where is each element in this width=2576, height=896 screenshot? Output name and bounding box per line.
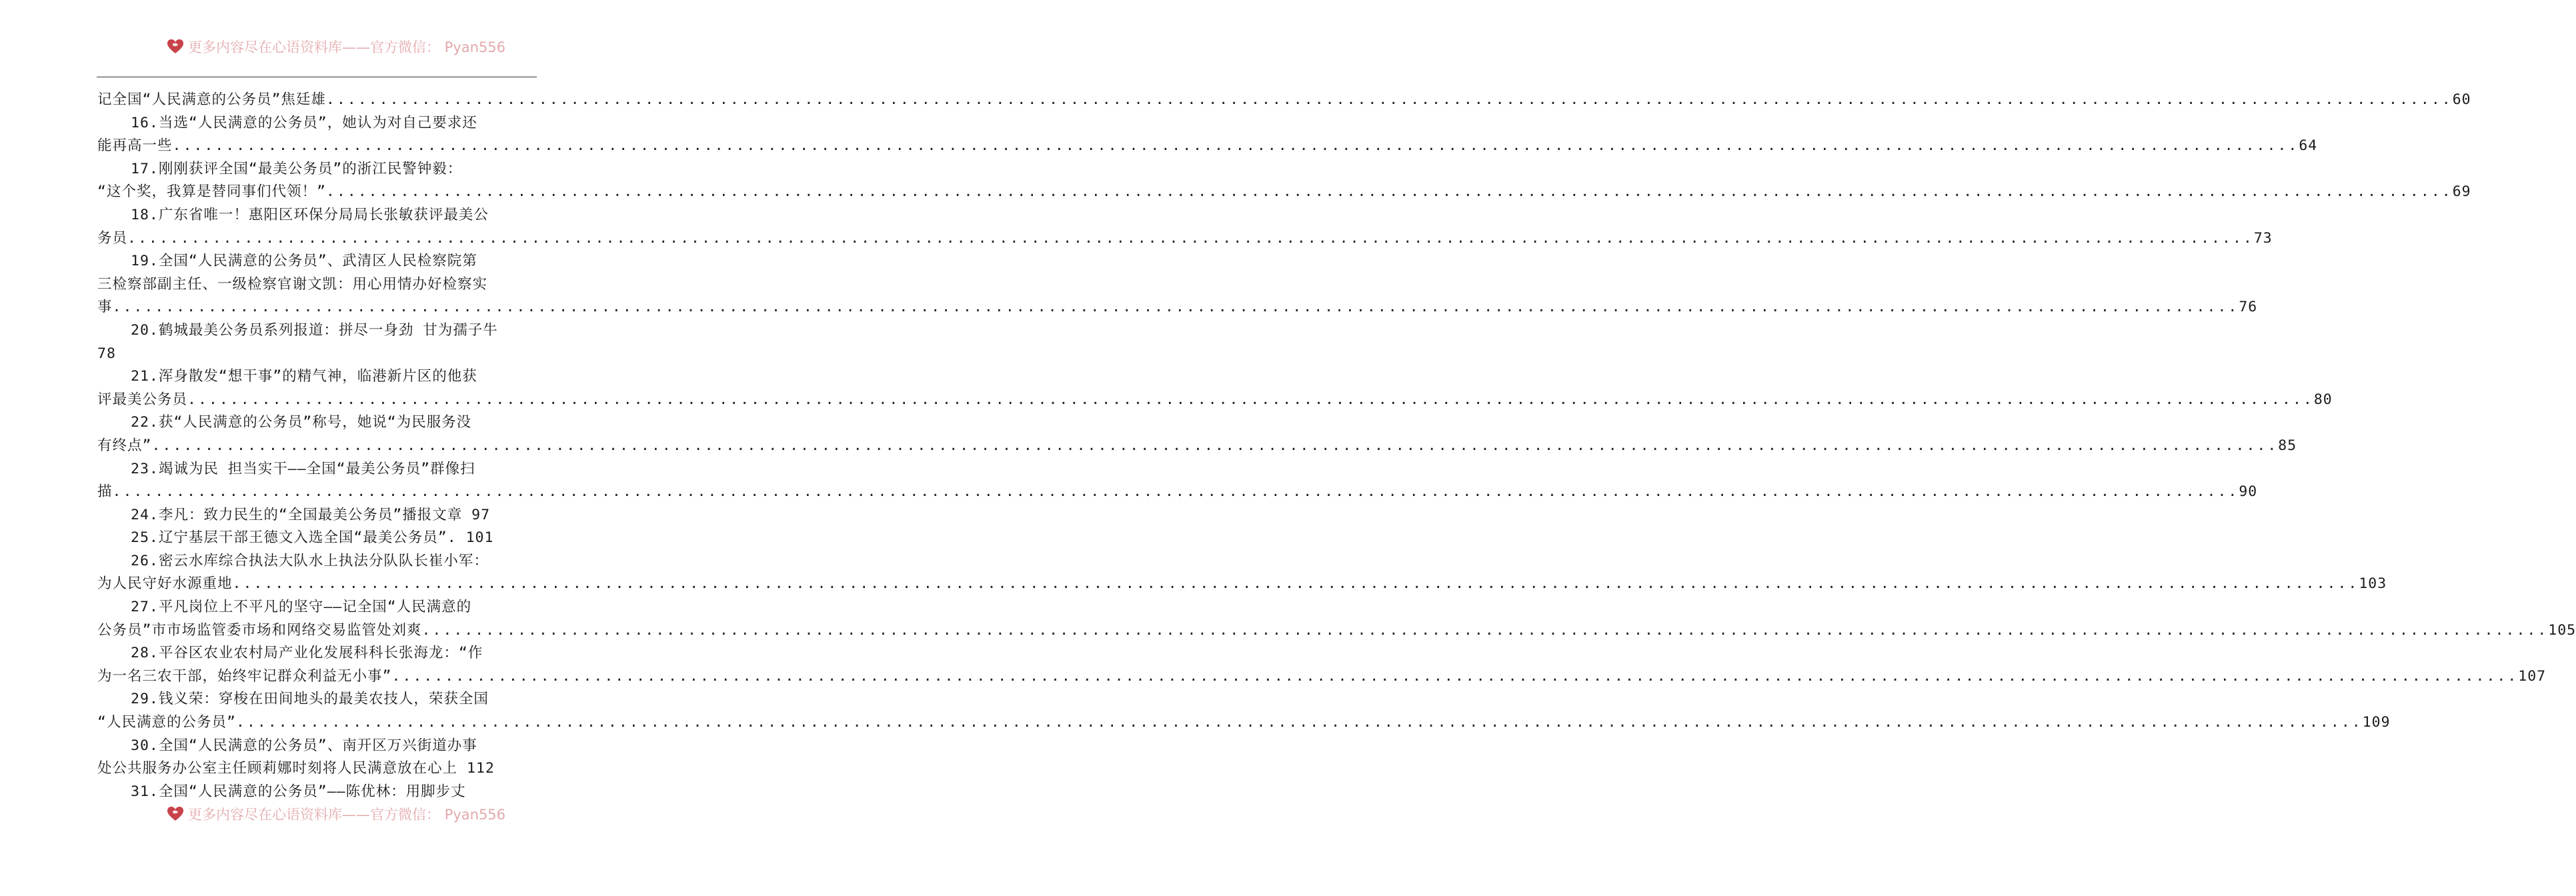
toc-entry-text: 公务员”市市场监管委市场和网络交易监管处刘爽 <box>97 621 422 639</box>
toc-leader-dots: ........................................................................................................................................................................................................ <box>187 391 2314 408</box>
toc-entry-text: 16.当选“人民满意的公务员”，她认为对自己要求还 <box>131 114 477 131</box>
toc-entry-text: 17.刚刚获评全国“最美公务员”的浙江民警钟毅： <box>131 160 463 177</box>
toc-line <box>97 411 537 435</box>
toc-entry-text: 27.平凡岗位上不平凡的坚守——记全国“人民满意的 <box>131 599 472 616</box>
toc-entry-text: 三检察部副主任、一级检察官谢文凯：用心用情办好检察实 <box>97 275 488 293</box>
toc-entry-text: 18.广东省唯一！惠阳区环保分局局长张敏获评最美公 <box>131 206 489 223</box>
toc-line <box>97 735 537 758</box>
toc-entry-text: 描 <box>97 483 113 501</box>
toc-entry-text: 有终点” <box>97 437 152 454</box>
toc-line <box>97 596 537 619</box>
toc-entry-text: 务员 <box>97 229 128 247</box>
toc-entry-text: 29.钱义荣：穿梭在田间地头的最美农技人，荣获全国 <box>131 691 489 708</box>
toc-line <box>97 504 537 527</box>
toc-line <box>97 89 2471 112</box>
toc-line <box>97 619 2576 643</box>
toc-entry-text: 为人民守好水源重地 <box>97 575 233 593</box>
toc-line <box>97 158 537 181</box>
toc-line <box>97 781 537 804</box>
toc-entry-text: 28.平谷区农业农村局产业化发展科科长张海龙：“作 <box>131 645 483 662</box>
toc-leader-dots: ........................................................................................................................................................................................................ <box>325 183 2453 201</box>
toc-leader-dots: ........................................................................................................................................................................................................ <box>232 575 2359 593</box>
toc-page-number: 69 <box>2452 183 2471 201</box>
toc-page-number: 76 <box>2239 299 2258 316</box>
toc-leader-dots: ........................................................................................................................................................................................................ <box>391 667 2519 685</box>
toc-entry-text: 记全国“人民满意的公务员”焦廷雄 <box>97 91 326 108</box>
toc-line <box>97 711 2391 735</box>
toc-entry-text: 19.全国“人民满意的公务员”、武清区人民检察院第 <box>131 253 477 270</box>
toc-entry-text: 30.全国“人民满意的公务员”、南开区万兴街道办事 <box>131 737 477 754</box>
toc-line <box>97 665 2547 689</box>
toc-line <box>97 343 537 366</box>
toc-entry-text: 22.获“人民满意的公务员”称号，她说“为民服务没 <box>131 414 472 431</box>
toc-entry-text: 21.浑身散发“想干事”的精气神，临港新片区的他获 <box>131 368 477 385</box>
toc-entry-text: 23.竭诚为民 担当实干——全国“最美公务员”群像扫 <box>131 460 475 477</box>
watermark-text: 更多内容尽在心语资料库——官方微信： Pyan556 <box>188 39 506 55</box>
toc-entry-text: 31.全国“人民满意的公务员”——陈优林：用脚步丈 <box>131 783 466 800</box>
toc-leader-dots: ........................................................................................................................................................................................................ <box>151 437 2279 454</box>
toc-line <box>97 435 2297 458</box>
toc-line <box>97 365 537 389</box>
toc-line <box>97 181 2471 204</box>
toc-page-number: 103 <box>2359 575 2387 593</box>
toc-line <box>97 481 2258 504</box>
toc-line <box>97 389 2333 412</box>
toc-line <box>97 458 537 481</box>
toc-leader-dots: ........................................................................................................................................................................................................ <box>112 483 2239 501</box>
heart-logo-icon <box>167 806 184 822</box>
toc-entry-text: 26.密云水库综合执法大队水上执法分队队长崔小军： <box>131 552 489 569</box>
toc-leader-dots: ........................................................................................................................................................................................................ <box>112 299 2239 316</box>
toc-line <box>97 135 2318 158</box>
toc-leader-dots: ........................................................................................................................................................................................................ <box>325 91 2453 108</box>
toc-page-number: 107 <box>2518 667 2547 685</box>
toc-line <box>97 250 537 273</box>
watermark-text: 更多内容尽在心语资料库——官方微信： Pyan556 <box>188 807 506 823</box>
toc-entry-text: 20.鹤城最美公务员系列报道：拼尽一身劲 甘为孺子牛 <box>131 321 498 339</box>
toc-entry-text: 评最美公务员 <box>97 391 188 408</box>
toc-entry-text: “这个奖，我算是替同事们代领！” <box>97 183 326 201</box>
toc-line <box>97 273 537 297</box>
toc-page-number: 64 <box>2299 137 2318 155</box>
toc-leader-dots: ........................................................................................................................................................................................................ <box>172 137 2299 155</box>
toc-entry-text: 24.李凡：致力民生的“全国最美公务员”播报文章 97 <box>131 506 491 523</box>
watermark-header <box>167 38 505 55</box>
toc-line <box>97 319 537 343</box>
toc-line <box>97 296 2258 319</box>
toc-line <box>97 112 537 135</box>
toc-leader-dots: ........................................................................................................................................................................................................ <box>235 714 2363 731</box>
toc-page-number: 85 <box>2278 437 2297 454</box>
toc-line <box>97 642 537 665</box>
toc-page-number: 80 <box>2313 391 2333 408</box>
toc-line <box>97 573 2387 596</box>
toc-entry-text: 78 <box>97 345 116 362</box>
toc-line <box>97 688 537 711</box>
toc-entry-text: 为一名三农干部，始终牢记群众利益无小事” <box>97 667 392 685</box>
toc-entry-text: “人民满意的公务员” <box>97 714 236 731</box>
heart-logo-icon <box>167 39 184 55</box>
toc-page-number: 73 <box>2253 229 2273 247</box>
toc-page-number: 90 <box>2239 483 2258 501</box>
toc-line <box>97 527 537 550</box>
toc-line <box>97 550 537 573</box>
toc-entry-text: 处公共服务办公室主任顾莉娜时刻将人民满意放在心上 112 <box>97 760 495 777</box>
toc-entry-text: 事 <box>97 299 113 316</box>
toc-entry-text: 能再高一些 <box>97 137 173 155</box>
toc-page-number: 109 <box>2362 714 2391 731</box>
toc-line <box>97 204 537 227</box>
toc-leader-dots: ........................................................................................................................................................................................................ <box>421 621 2549 639</box>
watermark-footer <box>167 805 505 823</box>
toc-page-number: 105 <box>2548 621 2576 639</box>
toc-line <box>97 227 2273 251</box>
toc-leader-dots: ........................................................................................................................................................................................................ <box>127 229 2254 247</box>
toc-entry-text: 25.辽宁基层干部王德文入选全国“最美公务员”. 101 <box>131 529 494 547</box>
toc-page-number: 60 <box>2452 91 2471 108</box>
toc-line <box>97 757 537 781</box>
table-of-contents <box>97 89 2576 803</box>
